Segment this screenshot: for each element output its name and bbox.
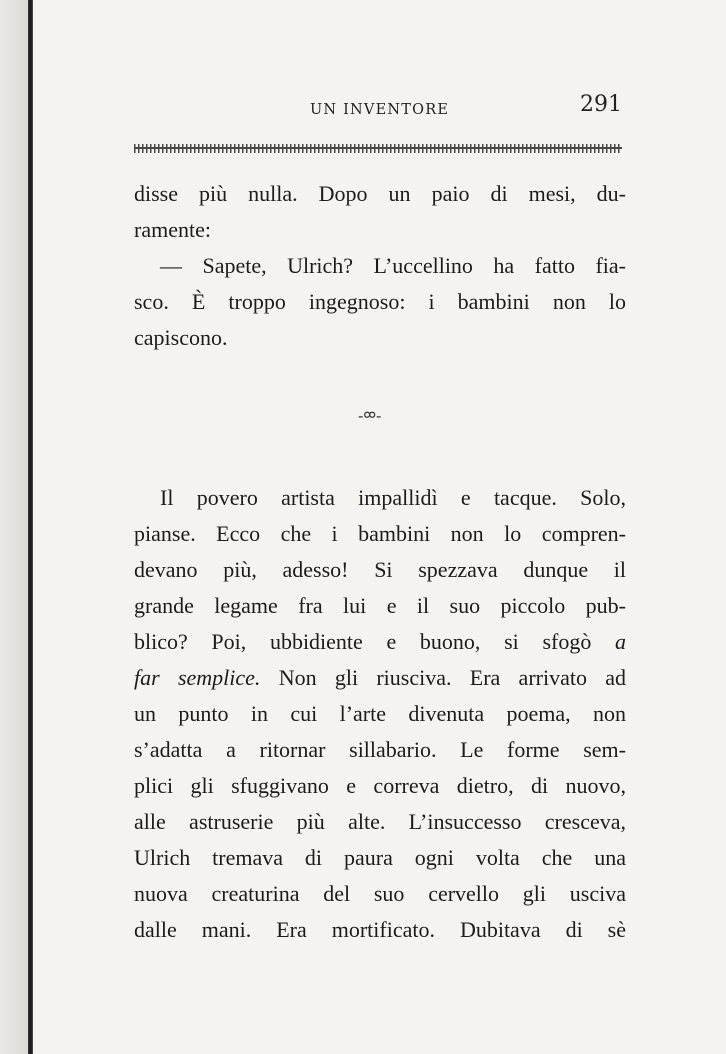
text-segment: blico? Poi, ubbidiente e buono, si sfogò xyxy=(134,629,592,654)
text-line: — Sapete, Ulrich? L’uccellino ha fatto fia- xyxy=(160,253,626,278)
text-line: plici gli sfuggivano e correva dietro, di nuovo, xyxy=(134,773,626,798)
text-line: alle astruserie più alte. L’insuccesso cresceva, xyxy=(134,809,626,834)
italic-text: a xyxy=(615,629,626,654)
page-header xyxy=(134,88,626,122)
ornamental-rule xyxy=(134,144,622,153)
paragraph-main-cont xyxy=(134,516,626,948)
paragraph-dialogue xyxy=(134,248,626,284)
text-line: devano più, adesso! Si spezzava dunque il xyxy=(134,557,626,582)
running-title: UN INVENTORE xyxy=(310,102,450,118)
text-line: Ulrich tremava di paura ogni volta che una xyxy=(134,845,626,870)
text-line: s’adatta a ritornar sillabario. Le forme sem- xyxy=(134,737,626,762)
text-line: disse più nulla. Dopo un paio di mesi, du- xyxy=(134,181,626,206)
page-gutter-shadow xyxy=(0,0,28,1054)
text-line: grande legame fra lui e il suo piccolo pub- xyxy=(134,593,626,618)
text-line: nuova creaturina del suo cervello gli usciva xyxy=(134,881,626,906)
text-line: sco. È troppo ingegnoso: i bambini non lo xyxy=(134,289,626,314)
bottom-text-block xyxy=(134,480,626,948)
paragraph-main xyxy=(134,480,626,516)
section-separator: -ᢁ- xyxy=(358,406,382,425)
paragraph-dialogue-cont xyxy=(134,284,626,356)
text-line: pianse. Ecco che i bambini non lo compren- xyxy=(134,521,626,546)
text-line xyxy=(134,624,626,660)
text-line: dalle mani. Era mortificato. Dubitava di sè xyxy=(134,917,626,942)
text-segment: Non gli riusciva. Era arrivato ad xyxy=(278,665,626,690)
text-line: ramente: xyxy=(134,217,211,242)
text-line: Il povero artista impallidì e tacque. Solo, xyxy=(160,485,626,510)
text-line xyxy=(134,660,626,696)
paragraph-continuation xyxy=(134,176,626,248)
top-text-block xyxy=(134,176,626,356)
italic-text: far semplice. xyxy=(134,665,261,690)
page-binding-edge xyxy=(28,0,33,1054)
text-line: un punto in cui l’arte divenuta poema, non xyxy=(134,701,626,726)
page-number: 291 xyxy=(580,92,622,117)
text-line: capiscono. xyxy=(134,325,228,350)
